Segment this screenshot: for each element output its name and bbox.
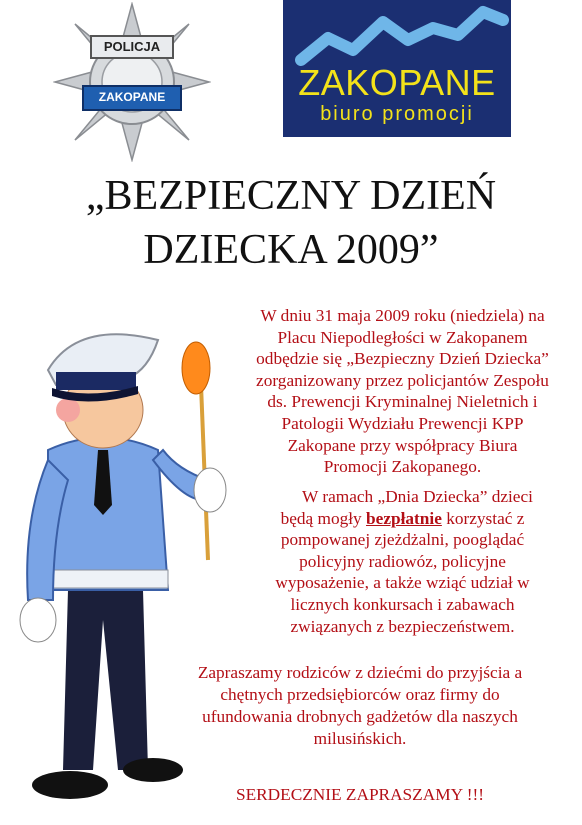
text-segment: korzystać z: [441, 508, 525, 528]
text-line: odbędzie się „Bezpieczny Dzień Dziecka”: [256, 349, 549, 369]
text-line: W ramach „Dnia Dziecka” dzieci: [302, 487, 533, 506]
text-line: licznych konkursach i zabawach: [290, 594, 515, 614]
text-line: [225, 508, 580, 530]
police-badge-logo: [53, 2, 211, 162]
text-line: policyjny radiowóz, policyjne: [299, 551, 506, 571]
zakopane-name: ZAKOPANE: [298, 62, 496, 103]
paragraph-3: [140, 662, 580, 750]
text-line: Patologii Wydziału Prewencji KPP: [281, 413, 524, 433]
text-line: wyposażenie, a także wziąć udział w: [275, 573, 530, 593]
text-line: chętnych przedsiębiorców oraz firmy do: [220, 685, 500, 704]
paragraph-1: [225, 305, 580, 478]
closing-invitation: SERDECZNIE ZAPRASZAMY !!!: [235, 785, 484, 804]
zakopane-subtitle: biuro promocji: [320, 103, 474, 125]
text-line: pompowanej zjeżdżalni, pooglądać: [280, 530, 525, 550]
text-line: milusińskich.: [313, 729, 407, 748]
text-line: ds. Prewencji Kryminalnej Nieletnich i: [267, 392, 538, 412]
page-title-line1: „BEZPIECZNY DZIEŃ: [85, 173, 497, 219]
text-line: ufundowania drobnych gadżetów dla naszych: [202, 707, 518, 726]
text-line: Placu Niepodległości w Zakopanem: [277, 327, 528, 347]
zakopane-logo: [283, 0, 511, 137]
text-line: zorganizowany przez policjantów Zespołu: [256, 370, 549, 390]
police-logo-bottom-text: ZAKOPANE: [98, 90, 166, 104]
text-line: Zapraszamy rodziców z dziećmi do przyjścia a: [197, 663, 523, 682]
emphasis-free: bezpłatnie: [366, 508, 442, 528]
text-line: W dniu 31 maja 2009 roku (niedziela) na: [260, 306, 545, 325]
police-logo-top-text: POLICJA: [103, 39, 161, 54]
text-line: Promocji Zakopanego.: [323, 457, 482, 477]
paragraph-2: [225, 486, 580, 637]
text-line: Zakopane przy współpracy Biura: [287, 435, 518, 455]
page-title-line2: DZIECKA 2009”: [143, 227, 439, 273]
text-segment: będą mogły: [280, 508, 367, 528]
text-line: związanych z bezpieczeństwem.: [290, 616, 515, 636]
